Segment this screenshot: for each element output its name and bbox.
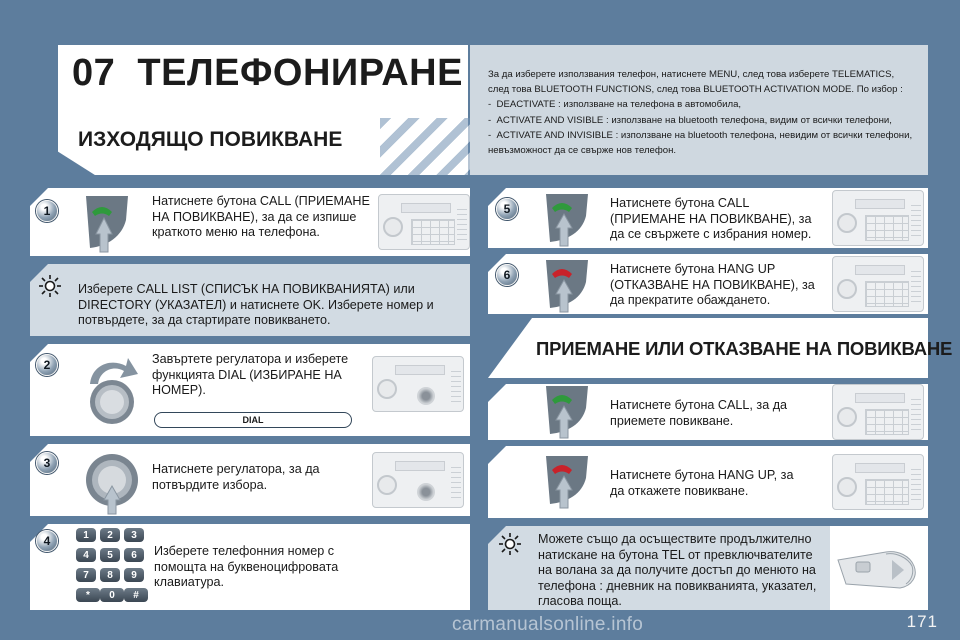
tip-sun-icon bbox=[496, 530, 524, 558]
step-4-badge: 4 bbox=[36, 530, 58, 552]
accept-text: Натиснете бутона CALL, за да приемете повикване. bbox=[610, 398, 788, 428]
press-knob-icon bbox=[76, 446, 148, 516]
intro-item: - DEACTIVATE : използване на телефона в автомобила, bbox=[488, 99, 742, 111]
keypad-key: # bbox=[124, 588, 148, 602]
step-5-badge: 5 bbox=[496, 198, 518, 220]
radio-unit-image bbox=[372, 452, 464, 508]
intro-text: За да изберете използвания телефон, натиснете MENU, след това изберете TELEMATICS, след това BLUETOOTH FUNCTIONS, след това BLUETOOTH ACTIVATION MODE. По избор : bbox=[488, 69, 903, 96]
keypad-key: 4 bbox=[76, 548, 96, 562]
radio-unit-image bbox=[832, 190, 924, 246]
intro-item: - ACTIVATE AND INVISIBLE : използване на bluetooth телефона, невидим от всички телефони, bbox=[488, 129, 913, 141]
keypad-key: * bbox=[76, 588, 100, 602]
keypad-key: 0 bbox=[100, 588, 124, 602]
title-stripes bbox=[380, 118, 480, 175]
step-1-badge: 1 bbox=[36, 200, 58, 222]
step-1-text: Натиснете бутона CALL (ПРИЕМАНЕ НА ПОВИКВАНЕ), за да се изпише краткото меню на телефона. bbox=[152, 194, 370, 239]
intro-item: - ACTIVATE AND VISIBLE : използване на bluetooth телефона, видим от всички телефони, bbox=[488, 114, 892, 126]
call-button-icon bbox=[68, 190, 148, 254]
keypad-key: 1 bbox=[76, 528, 96, 542]
rotary-knob-icon bbox=[72, 350, 152, 430]
radio-unit-image bbox=[832, 256, 924, 312]
numeric-keypad bbox=[76, 528, 146, 604]
hang-up-button-icon bbox=[530, 452, 606, 510]
page-number: 171 bbox=[906, 612, 938, 631]
keypad-key: 5 bbox=[100, 548, 120, 562]
page-title: 07 ТЕЛЕФОНИРАНЕ bbox=[72, 52, 463, 94]
call-button-icon bbox=[530, 190, 606, 248]
radio-unit-image bbox=[832, 384, 924, 440]
hang-up-button-icon bbox=[530, 256, 606, 314]
keypad-key: 9 bbox=[124, 568, 144, 582]
tip-sun-icon bbox=[36, 272, 64, 300]
tip-2-text: Можете също да осъществите продължително натискане на бутона TEL от превключвателите на волана за да получите достъп до менюто на телефона : дневник на повикванията, указател, гласова поща. bbox=[538, 532, 817, 608]
keypad-key: 6 bbox=[124, 548, 144, 562]
step-6-badge: 6 bbox=[496, 264, 518, 286]
radio-unit-image bbox=[378, 194, 470, 250]
radio-unit-image bbox=[372, 356, 464, 412]
reject-text: Натиснете бутона HANG UP, за да откажете повикване. bbox=[610, 468, 794, 498]
intro-box bbox=[470, 45, 928, 175]
receive-title: ПРИЕМАНЕ ИЛИ ОТКАЗВАНЕ НА ПОВИКВАНЕ bbox=[536, 338, 953, 359]
watermark: carmanualsonline.info bbox=[452, 614, 644, 635]
step-6-text: Натиснете бутона HANG UP (ОТКАЗВАНЕ НА ПОВИКВАНЕ), за да прекратите обаждането. bbox=[610, 262, 815, 307]
intro-closing: невъзможност да се свърже нов телефон. bbox=[488, 145, 677, 157]
step-5-text: Натиснете бутона CALL (ПРИЕМАНЕ НА ПОВИКВАНЕ), за да се свържете с избрания номер. bbox=[610, 196, 812, 241]
tip-1-text: Изберете CALL LIST (СПИСЪК НА ПОВИКВАНИЯТА) или DIRECTORY (УКАЗАТЕЛ) и натиснете OK. Изберете номер и потвърдете, за да стартирате повикването. bbox=[78, 282, 434, 327]
steering-stalk-icon bbox=[836, 534, 922, 604]
step-3-badge: 3 bbox=[36, 452, 58, 474]
keypad-key: 2 bbox=[100, 528, 120, 542]
keypad-key: 3 bbox=[124, 528, 144, 542]
step-2-badge: 2 bbox=[36, 354, 58, 376]
keypad-key: 7 bbox=[76, 568, 96, 582]
section-subtitle: ИЗХОДЯЩО ПОВИКВАНЕ bbox=[78, 128, 343, 151]
call-button-icon bbox=[530, 382, 606, 440]
step-3-text: Натиснете регулатора, за да потвърдите избора. bbox=[152, 462, 320, 492]
dial-label-pill: DIAL bbox=[154, 412, 352, 428]
keypad-key: 8 bbox=[100, 568, 120, 582]
step-2-text: Завъртете регулатора и изберете функцията DIAL (ИЗБИРАНЕ НА НОМЕР). bbox=[152, 352, 349, 397]
step-4-text: Изберете телефонния номер с помощта на буквеноцифровата клавиатура. bbox=[154, 544, 339, 589]
radio-unit-image bbox=[832, 454, 924, 510]
